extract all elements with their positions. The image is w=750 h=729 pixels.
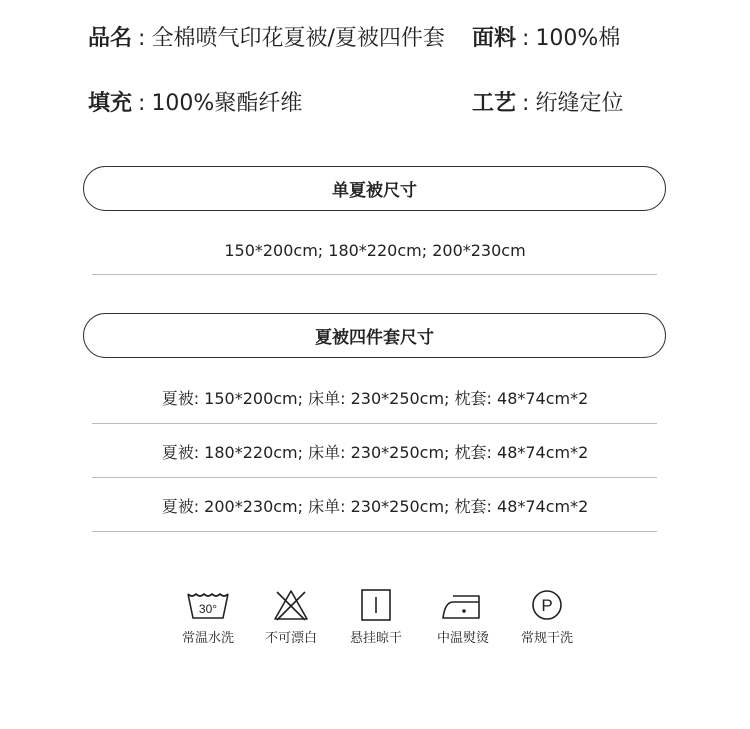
care-item-dry-clean [507,588,587,648]
set-size-row: 夏被: 180*220cm; 床单: 230*250cm; 枕套: 48*74cm*2 [161,443,589,462]
set-size-row: 夏被: 200*230cm; 床单: 230*250cm; 枕套: 48*74cm*2 [161,497,589,516]
single-size-title: 单夏被尺寸 [332,181,417,201]
fabric [472,24,620,54]
single-size-values: 150*200cm; 180*220cm; 200*230cm [224,241,526,260]
divider [92,423,657,424]
care-item-wash [168,588,248,648]
fabric-label: 面料 [472,26,517,51]
care-item-iron [423,588,503,648]
craft-value: 绗缝定位 [535,91,624,116]
single-size-header [83,166,666,211]
care-label-wash: 常温水洗 [181,631,234,646]
line-dry-icon [352,588,400,622]
care-item-no-bleach [251,588,331,648]
craft [472,89,623,119]
dry-clean-p-icon [523,588,571,622]
set-size-header [83,313,666,358]
craft-label: 工艺 [472,91,517,116]
divider [92,477,657,478]
product-name-label: 品名 [88,26,133,51]
set-size-row: 夏被: 150*200cm; 床单: 230*250cm; 枕套: 48*74cm*2 [161,389,589,408]
filling [88,89,302,119]
separator: : [138,91,146,116]
set-size-title: 夏被四件套尺寸 [315,328,434,348]
care-label-dry-clean: 常规干洗 [520,631,573,646]
filling-label: 填充 [88,91,133,116]
separator: : [138,26,146,51]
wash-30-icon [184,588,232,622]
divider [92,274,657,275]
no-bleach-icon [267,588,315,622]
dry-clean-letter: P [541,596,553,615]
care-label-iron: 中温熨烫 [436,631,489,646]
fabric-value: 100%棉 [535,26,621,51]
product-name [88,24,445,54]
care-label-no-bleach: 不可漂白 [264,631,317,646]
info-row-2 [0,89,750,129]
product-name-value: 全棉喷气印花夏被/夏被四件套 [151,26,445,51]
divider [92,531,657,532]
info-row-1 [0,24,750,64]
wash-temp-text: 30° [198,602,218,616]
filling-value: 100%聚酯纤维 [151,91,303,116]
iron-medium-icon [439,588,487,622]
separator: : [522,91,530,116]
care-label-line-dry: 悬挂晾干 [349,631,402,646]
care-item-line-dry [336,588,416,648]
separator: : [522,26,530,51]
